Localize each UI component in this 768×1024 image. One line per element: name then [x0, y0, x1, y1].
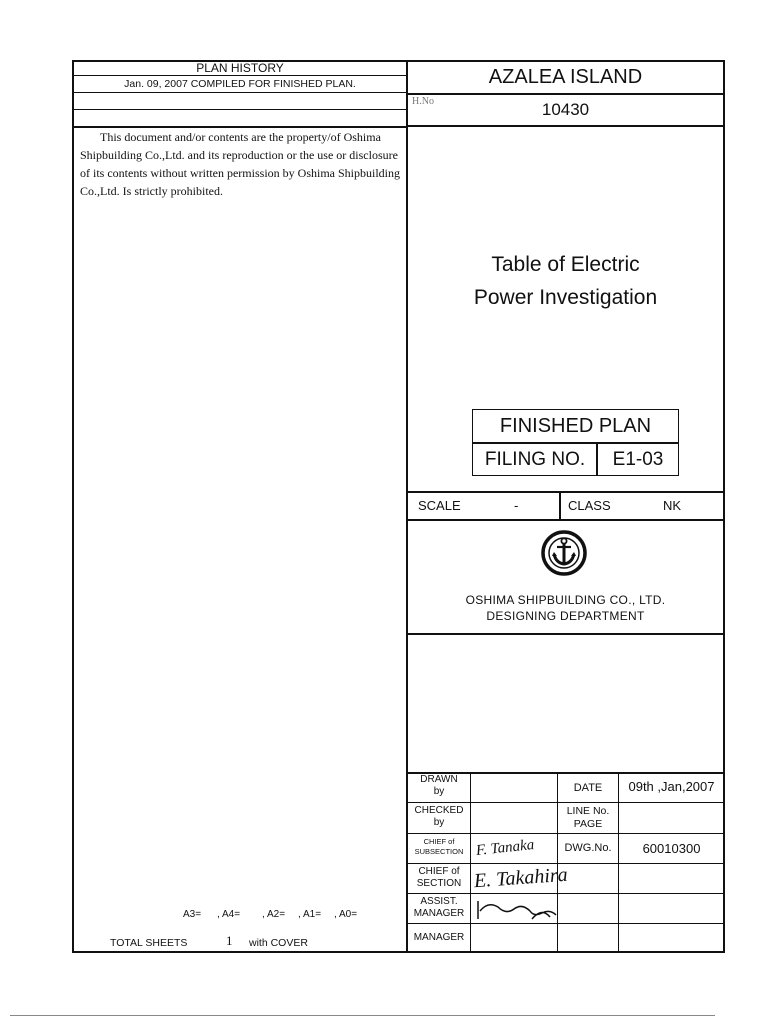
- checked-by-label-l1: CHECKED: [414, 805, 464, 816]
- frame-bottom: [72, 951, 725, 953]
- scale-value: -: [514, 498, 519, 513]
- ship-name-line: [407, 93, 724, 95]
- class-label: CLASS: [568, 498, 611, 513]
- sheet-size-a4: , A4=: [217, 909, 241, 920]
- property-notice: This document and/or contents are the property/of Oshima Shipbuilding Co.,Ltd. and its reproduction or the use or disclosure of its contents without written permission by Oshima Shipbuilding Co.,Ltd. Is strictly prohibited.: [80, 130, 400, 198]
- plan-history-line1: [73, 75, 407, 76]
- tb-row-line-2: [407, 833, 724, 834]
- finished-plan-divider: [472, 442, 679, 444]
- company-bottom-line: [407, 633, 724, 635]
- line-no-label: [558, 805, 618, 831]
- hull-number-line: [407, 125, 724, 127]
- tb-row-line-4: [407, 893, 724, 894]
- plan-history-title: PLAN HISTORY: [196, 61, 284, 75]
- company-department: DESIGNING DEPARTMENT: [486, 609, 645, 623]
- line-no-label-l2: PAGE: [573, 818, 603, 830]
- scale-class-divider: [559, 492, 561, 520]
- sheet-size-a0: , A0=: [334, 909, 358, 920]
- finished-plan-label: FINISHED PLAN: [499, 415, 652, 437]
- tb-col-line-1: [470, 772, 471, 952]
- chief-subsection-label: [408, 837, 470, 857]
- tb-row-line-1: [407, 802, 724, 803]
- assist-manager-label-l2: MANAGER: [413, 908, 465, 919]
- document-title-line2: Power Investigation: [473, 286, 658, 309]
- dwg-no-label: DWG.No.: [564, 842, 612, 854]
- manager-label: MANAGER: [413, 932, 465, 943]
- drawn-by-label-l2: by: [433, 786, 445, 797]
- frame-left: [72, 60, 74, 953]
- drawn-by-label: [408, 774, 470, 798]
- filing-number: E1-03: [612, 449, 664, 470]
- date-value: 09th ,Jan,2007: [628, 779, 715, 794]
- chief-section-label: [408, 866, 470, 890]
- sheet-size-a1: , A1=: [298, 909, 322, 920]
- page-bottom-rule: [10, 1015, 715, 1016]
- plan-history-line3: [73, 109, 407, 110]
- total-sheets-label: TOTAL SHEETS: [110, 937, 188, 949]
- class-value: NK: [663, 498, 682, 513]
- line-no-label-l1: LINE No.: [566, 805, 610, 817]
- chief-section-label-l1: CHIEF of: [418, 866, 460, 877]
- scale-label: SCALE: [418, 498, 461, 513]
- assist-manager-label: [408, 896, 470, 920]
- ship-name: AZALEA ISLAND: [488, 66, 643, 88]
- company-name: OSHIMA SHIPBUILDING CO., LTD.: [465, 593, 666, 607]
- assist-manager-label-l1: ASSIST.: [420, 896, 458, 907]
- hull-number-label: H.No: [412, 96, 434, 107]
- plan-history-line2: [73, 92, 407, 93]
- sheet-size-a2: , A2=: [262, 909, 286, 920]
- chief-subsection-label-l2: SUBSECTION: [414, 847, 464, 856]
- scale-top-line: [407, 491, 724, 493]
- tb-row-line-5: [407, 923, 724, 924]
- checked-by-label-l2: by: [433, 817, 445, 828]
- date-label: DATE: [573, 782, 603, 794]
- hull-number: 10430: [541, 100, 590, 119]
- sheet-size-a3: A3=: [183, 909, 202, 920]
- scale-bottom-line: [407, 519, 724, 521]
- dwg-no-value: 60010300: [642, 841, 701, 856]
- document-title-line1: Table of Electric: [491, 253, 640, 276]
- drawn-by-label-l1: DRAWN: [420, 774, 458, 785]
- assist-manager-signature: [472, 897, 572, 923]
- chief-subsection-signature: F. Tanaka: [475, 836, 535, 860]
- checked-by-label: [408, 805, 470, 829]
- tb-col-line-2: [557, 772, 558, 952]
- chief-section-label-l2: SECTION: [416, 878, 462, 889]
- anchor-emblem-icon: [541, 530, 587, 576]
- chief-section-signature: E. Takahira: [473, 863, 569, 893]
- chief-subsection-label-l1: CHIEF of: [423, 837, 455, 846]
- filing-number-label: FILING NO.: [484, 449, 586, 470]
- tb-col-line-3: [618, 772, 619, 952]
- with-cover-label: with COVER: [249, 937, 308, 949]
- plan-history-entry: Jan. 09, 2007 COMPILED FOR FINISHED PLAN.: [124, 78, 356, 90]
- frame-right: [723, 60, 725, 953]
- total-sheets-value: 1: [226, 933, 233, 948]
